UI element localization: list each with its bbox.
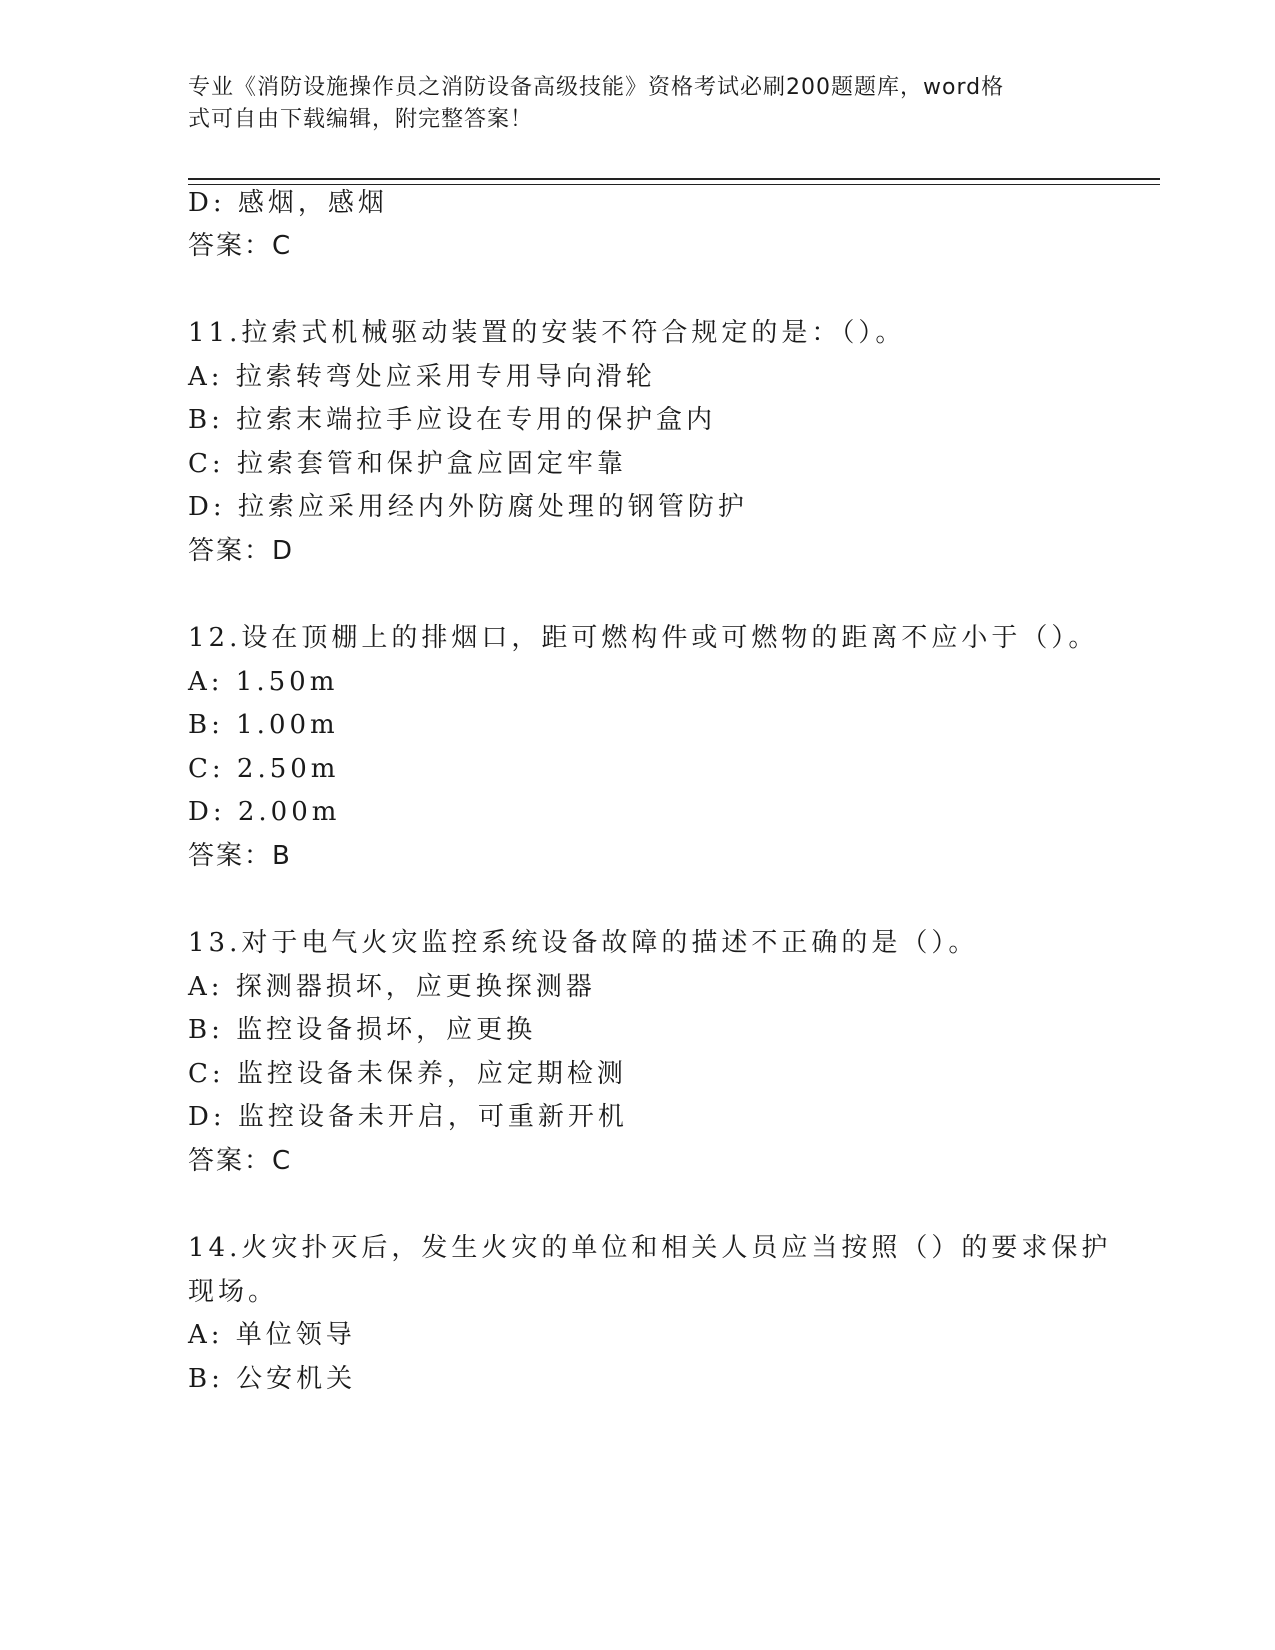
question-11-option-c: C: 拉索套管和保护盒应固定牢靠: [188, 449, 627, 479]
question-13-option-a: A: 探测器损坏，应更换探测器: [188, 972, 596, 1002]
question-12-option-b: B: 1.00m: [188, 710, 339, 740]
question-13-option-b: B: 监控设备损坏，应更换: [188, 1015, 537, 1045]
question-13-answer: 答案：C: [188, 1146, 293, 1176]
header-divider-thick: [188, 178, 1160, 180]
question-12-option-c: C: 2.50m: [188, 754, 340, 784]
question-12-answer: 答案：B: [188, 841, 292, 871]
header-line-2: 式可自由下载编辑，附完整答案！: [188, 107, 534, 132]
question-13-option-c: C: 监控设备未保养，应定期检测: [188, 1059, 627, 1089]
prev-option-d: D: 感烟，感烟: [188, 188, 388, 218]
question-11-option-a: A: 拉索转弯处应采用专用导向滑轮: [188, 362, 656, 392]
question-13-stem: 13.对于电气火灾监控系统设备故障的描述不正确的是（）。: [188, 928, 979, 958]
prev-answer: 答案：C: [188, 231, 293, 261]
question-11-stem: 11.拉索式机械驱动装置的安装不符合规定的是：（）。: [188, 318, 906, 348]
question-14-stem-line-1: 14.火灾扑灭后，发生火灾的单位和相关人员应当按照（）的要求保护: [188, 1233, 1112, 1263]
question-11-answer: 答案：D: [188, 536, 295, 566]
header-line-1: 专业《消防设施操作员之消防设备高级技能》资格考试必刷200题题库，word格: [188, 75, 1005, 100]
question-14-option-b: B: 公安机关: [188, 1364, 357, 1394]
document-header: [188, 72, 1068, 136]
question-13-option-d: D: 监控设备未开启，可重新开机: [188, 1102, 628, 1132]
question-14-option-a: A: 单位领导: [188, 1320, 356, 1350]
question-11-option-d: D: 拉索应采用经内外防腐处理的钢管防护: [188, 492, 748, 522]
question-12-option-a: A: 1.50m: [188, 667, 339, 697]
question-12-stem: 12.设在顶棚上的排烟口，距可燃构件或可燃物的距离不应小于（）。: [188, 623, 1099, 653]
question-11-option-b: B: 拉索末端拉手应设在专用的保护盒内: [188, 405, 717, 435]
question-12-option-d: D: 2.00m: [188, 797, 341, 827]
question-14-stem-line-2: 现场。: [188, 1277, 279, 1307]
